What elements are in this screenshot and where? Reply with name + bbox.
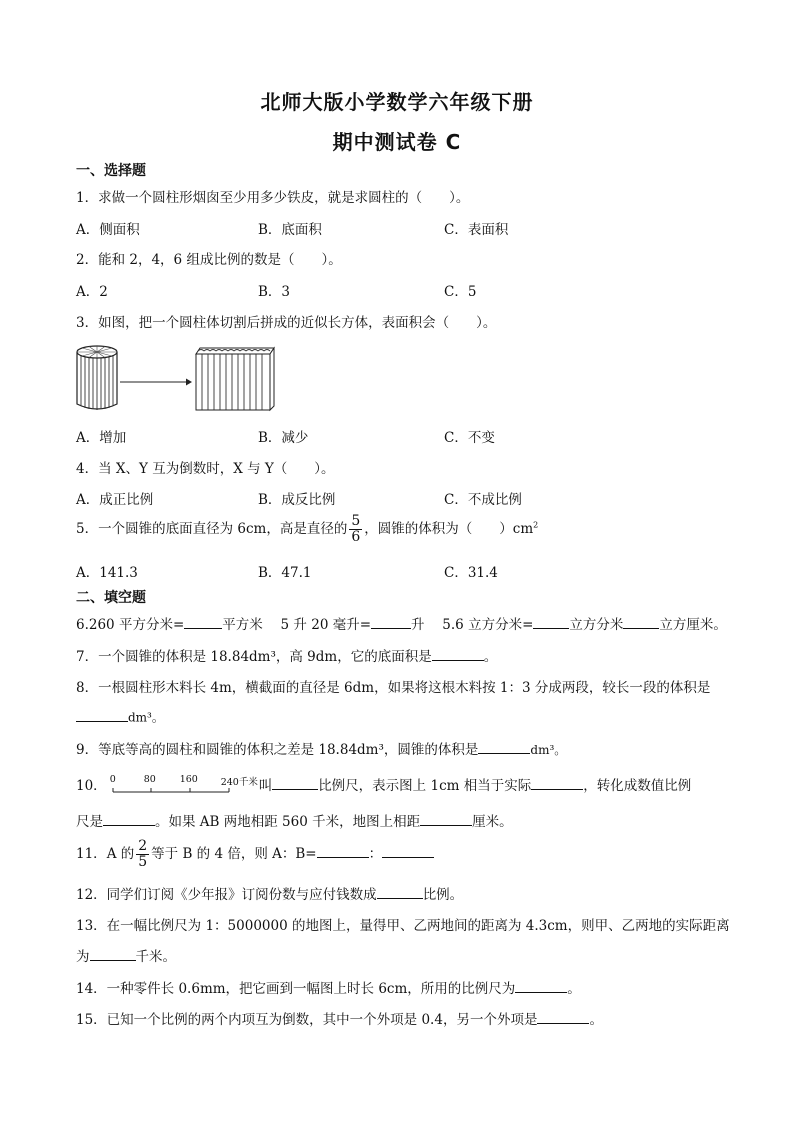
q5-option-a[interactable]: A．141.3	[76, 565, 138, 581]
q3-option-a[interactable]: A．增加	[76, 430, 127, 446]
q11-label: 11．	[76, 846, 107, 862]
q15-text-1: 15．已知一个比例的两个内项互为倒数，其中一个外项是 0.4，另一个外项是	[76, 1012, 538, 1028]
q11-fraction	[136, 839, 149, 870]
q5-text-pre: 5．一个圆锥的底面直径为 6cm，高是直径的	[76, 521, 348, 537]
q6-blank-3[interactable]	[533, 615, 569, 630]
q6-text-1: 6.260 平方分米=	[76, 617, 185, 633]
q1-option-b[interactable]: B．底面积	[258, 222, 322, 238]
q2-option-a[interactable]: A．2	[76, 284, 108, 300]
question-13-line-2	[76, 945, 176, 965]
question-14	[76, 977, 581, 997]
q8-text-2: dm³。	[128, 710, 164, 725]
question-8-line-1: 8．一根圆柱形木料长 4m，横截面的直径是 6dm，如果将这根木料按 1：3 分成两段，较长一段的体积是	[76, 680, 711, 696]
q11-blank-1[interactable]	[317, 844, 369, 859]
question-5: 5．一个圆锥的底面直径为 6cm，高是直径的 $\frac{5}{6}$ ，圆锥的体积为（ ）$cm^2$	[76, 513, 539, 545]
q9-text-2: dm³。	[530, 743, 567, 757]
q10-scale-tick-80: 80	[143, 773, 156, 785]
q10-text-2: 比例尺，表示图上 1cm 相当于实际	[318, 778, 532, 794]
cylinder-cuboid-figure	[74, 340, 284, 416]
question-10-line-2	[76, 810, 513, 830]
question-12	[76, 883, 463, 903]
q10-scale-tick-160: 160	[179, 773, 198, 785]
q5-fraction-denominator: 6	[351, 529, 361, 545]
q6-text-3: 升 5.6 立方分米=	[411, 617, 534, 633]
q9-blank[interactable]	[478, 740, 530, 755]
q11-fraction-denominator: 5	[138, 854, 148, 870]
q11-text-3: ：	[368, 846, 383, 862]
question-3: 3．如图，把一个圆柱体切割后拼成的近似长方体，表面积会（ ）。	[76, 315, 497, 331]
q6-text-5: 立方厘米。	[659, 617, 727, 633]
q12-blank[interactable]	[377, 885, 423, 900]
question-10-line-1	[76, 774, 691, 796]
question-9	[76, 738, 566, 758]
q11-blank-2[interactable]	[382, 844, 434, 859]
q15-blank[interactable]	[537, 1010, 589, 1025]
q13-text-3: 千米。	[135, 949, 176, 965]
q4-option-a[interactable]: A．成正比例	[76, 492, 154, 508]
question-15	[76, 1008, 603, 1028]
q6-blank-1[interactable]	[184, 615, 222, 630]
question-7	[76, 645, 497, 665]
q2-option-b[interactable]: B．3	[258, 284, 291, 300]
q14-blank[interactable]	[515, 979, 567, 994]
q3-option-b[interactable]: B．减少	[258, 430, 309, 446]
section-heading-choice: 一、选择题	[76, 163, 146, 179]
q10-label: 10．	[76, 778, 107, 794]
question-13-line-1: 13．在一幅比例尺为 1：5000000 的地图上，量得甲、乙两地间的距离为 4.3cm，则甲、乙两地的实际距离	[76, 918, 730, 934]
q10-blank-2[interactable]	[531, 776, 583, 791]
q10-blank-3[interactable]	[103, 812, 155, 827]
q10-scale-tick-0: 0	[109, 773, 116, 785]
q5-option-b[interactable]: B．47.1	[258, 565, 312, 581]
question-11	[76, 839, 434, 870]
q11-fraction-numerator: 2	[138, 838, 148, 854]
q15-text-2: 。	[589, 1012, 603, 1028]
q9-text-1: 9．等底等高的圆柱和圆锥的体积之差是 18.84dm³，圆锥的体积是	[76, 742, 479, 758]
q10-text-5: 。如果 AB 两地相距 560 千米，地图上相距	[155, 814, 421, 830]
q10-scale-tick-240: 240千米	[220, 776, 258, 788]
q10-scale-bar	[107, 773, 259, 796]
page-title: 北师大版小学数学六年级下册	[260, 90, 534, 114]
q10-text-6: 厘米。	[472, 814, 513, 830]
q11-text-1: A 的	[106, 846, 135, 862]
q6-blank-2[interactable]	[371, 615, 411, 630]
q14-text-2: 。	[567, 981, 581, 997]
q13-blank[interactable]	[90, 947, 136, 962]
q10-blank-4[interactable]	[420, 812, 472, 827]
question-2: 2．能和 2，4，6 组成比例的数是（ ）。	[76, 252, 342, 268]
q13-text-2: 为	[76, 949, 90, 965]
q4-option-b[interactable]: B．成反比例	[258, 492, 336, 508]
q10-text-1: 叫	[258, 778, 273, 794]
q14-text-1: 14．一种零件长 0.6mm，把它画到一幅图上时长 6cm，所用的比例尺为	[76, 981, 516, 997]
q6-text-4: 立方分米	[569, 617, 624, 633]
question-8-line-2	[76, 707, 164, 726]
q8-blank[interactable]	[76, 707, 128, 722]
q10-blank-1[interactable]	[272, 776, 318, 791]
q5-fraction	[349, 514, 362, 545]
q2-option-c[interactable]: C．5	[444, 284, 477, 300]
q10-text-3: ，转化成数值比例	[583, 778, 692, 794]
q7-text-2: 。	[483, 649, 498, 665]
q5-text-post: ，圆锥的体积为（ ）cm	[364, 521, 534, 537]
q11-text-2: 等于 B 的 4 倍，则 A：B=	[151, 846, 317, 862]
q10-text-4: 尺是	[76, 814, 103, 830]
question-4: 4．当 X、Y 互为倒数时，X 与 Y（ ）。	[76, 461, 335, 477]
q7-text-1: 7．一个圆锥的体积是 18.84dm³，高 9dm，它的底面积是	[76, 649, 432, 665]
question-1: 1．求做一个圆柱形烟囱至少用多少铁皮，就是求圆柱的（ ）。	[76, 190, 470, 206]
page-subtitle: 期中测试卷 C	[332, 130, 462, 154]
q6-text-2: 平方米 5 升 20 毫升=	[222, 617, 372, 633]
q4-option-c[interactable]: C．不成比例	[444, 492, 522, 508]
q1-option-c[interactable]: C．表面积	[444, 222, 509, 238]
section-heading-fill: 二、填空题	[76, 590, 146, 606]
q5-fraction-numerator: 5	[351, 513, 361, 529]
q6-blank-4[interactable]	[623, 615, 659, 630]
q1-option-a[interactable]: A．侧面积	[76, 222, 140, 238]
q7-blank[interactable]	[432, 647, 484, 662]
q3-option-c[interactable]: C．不变	[444, 430, 495, 446]
question-6	[76, 613, 727, 633]
q5-option-c[interactable]: C．31.4	[444, 565, 498, 581]
q12-text-1: 12．同学们订阅《少年报》订阅份数与应付钱数成	[76, 887, 377, 903]
q12-text-2: 比例。	[422, 887, 464, 903]
